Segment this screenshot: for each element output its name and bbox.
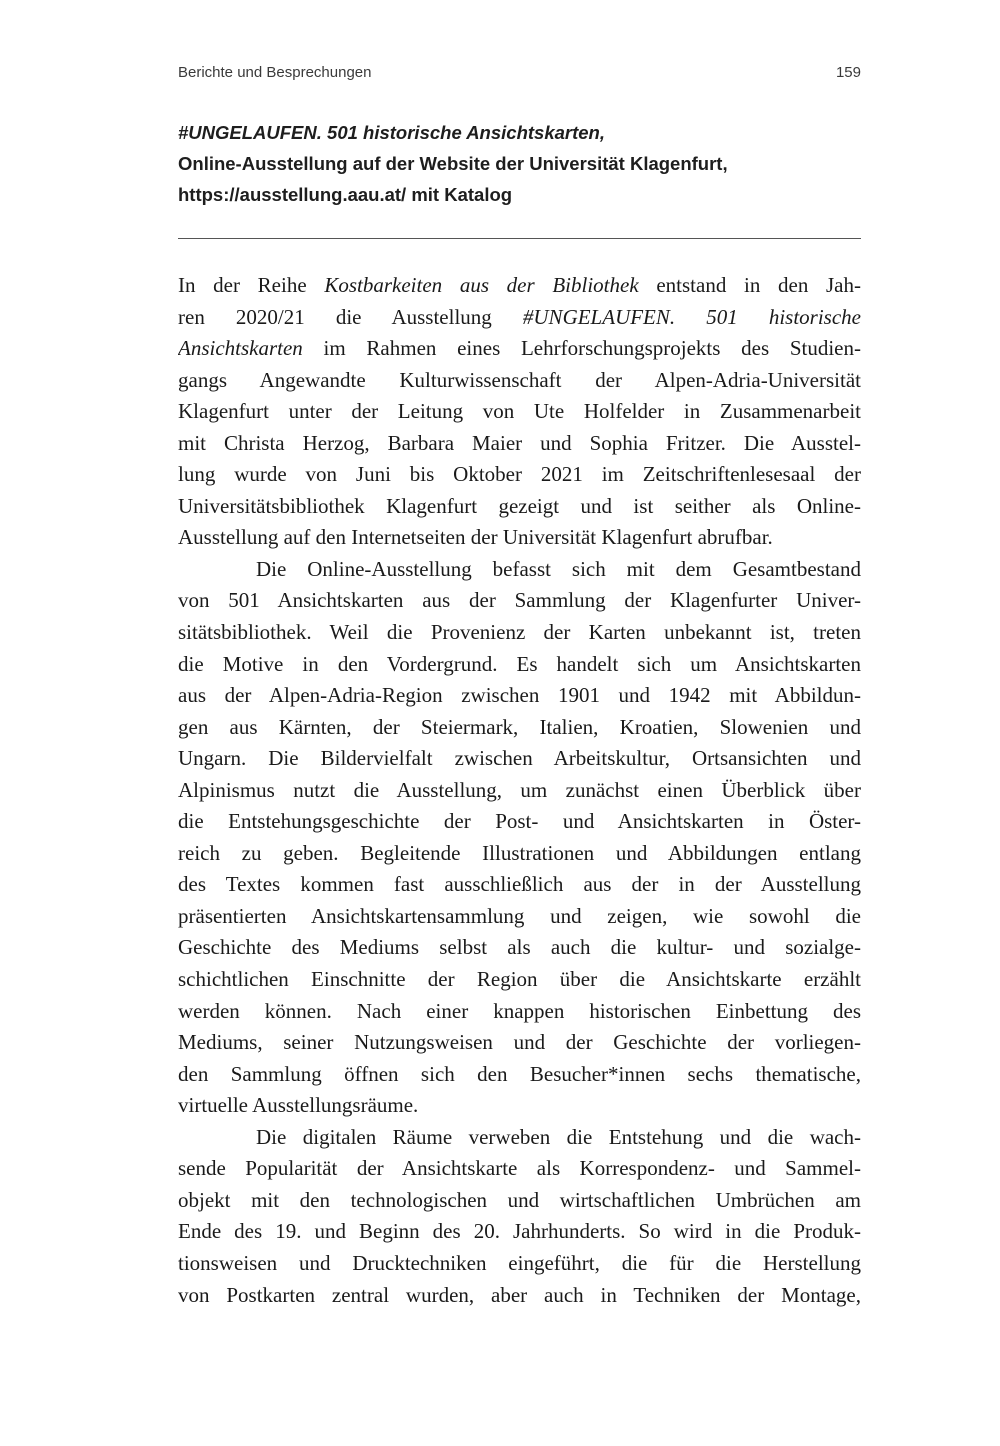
text-line <box>178 743 861 775</box>
text-line <box>178 1027 861 1059</box>
text-segment: ren 2020/21 die Ausstellung <box>178 304 523 329</box>
text-segment: mit Christa Herzog, Barbara Maier und Sophia Fritzer. Die Ausstel- <box>178 430 861 455</box>
text-line <box>178 806 861 838</box>
text-segment: Ende des 19. und Beginn des 20. Jahrhunderts. So wird in die Produk- <box>178 1219 861 1244</box>
text-line <box>178 1153 861 1185</box>
text-segment: werden können. Nach einer knappen historischen Einbettung des <box>178 998 861 1023</box>
text-line <box>178 270 861 302</box>
text-segment: von Postkarten zentral wurden, aber auch in Techniken der Montage, <box>178 1282 861 1307</box>
text-line <box>178 1248 861 1280</box>
text-segment: tionsweisen und Drucktechniken eingeführt, die für die Herstellung <box>178 1250 861 1275</box>
text-line <box>178 428 861 460</box>
text-segment: sitätsbibliothek. Weil die Provenienz der Karten unbekannt ist, treten <box>178 620 861 645</box>
text-segment: Die digitalen Räume verweben die Entstehung und die wach- <box>256 1124 861 1149</box>
text-segment: den Sammlung öffnen sich den Besucher*innen sechs thematische, <box>178 1061 861 1086</box>
text-line <box>178 869 861 901</box>
text-line <box>178 1280 861 1312</box>
text-segment: Mediums, seiner Nutzungsweisen und der Geschichte der vorliegen- <box>178 1030 861 1055</box>
text-segment: Alpinismus nutzt die Ausstellung, um zunächst einen Überblick über <box>178 777 861 802</box>
text-line <box>178 649 861 681</box>
text-segment: lung wurde von Juni bis Oktober 2021 im Zeitschriftenlesesaal der <box>178 462 861 487</box>
text-segment: Geschichte des Mediums selbst als auch die kultur- und sozialge- <box>178 935 861 960</box>
text-segment: schichtlichen Einschnitte der Region über die Ansichtskarte erzählt <box>178 967 861 992</box>
text-segment: reich zu geben. Begleitende Illustrationen und Abbildungen entlang <box>178 840 861 865</box>
text-segment: gangs Angewandte Kulturwissenschaft der Alpen-Adria-Universität <box>178 367 861 392</box>
text-segment: im Rahmen eines Lehrforschungsprojekts des Studien- <box>302 336 861 361</box>
page-number: 159 <box>835 64 861 81</box>
text-line <box>178 1185 861 1217</box>
body-text <box>178 270 861 1311</box>
text-segment: Ungarn. Die Bildervielfalt zwischen Arbeitskultur, Ortsansichten und <box>178 746 861 771</box>
text-segment: sende Popularität der Ansichtskarte als Korrespondenz- und Sammel- <box>178 1156 861 1181</box>
review-title <box>178 117 878 210</box>
text-line <box>178 333 861 365</box>
text-line <box>178 932 861 964</box>
text-segment: gen aus Kärnten, der Steiermark, Italien, Kroatien, Slowenien und <box>178 714 861 739</box>
text-line <box>178 491 861 523</box>
text-line <box>178 365 861 397</box>
text-segment: die Entstehungsgeschichte der Post- und Ansichtskarten in Öster- <box>178 809 861 834</box>
text-line <box>178 1122 861 1154</box>
text-line <box>178 996 861 1028</box>
text-segment: die Motive in den Vordergrund. Es handelt sich um Ansichtskarten <box>178 651 861 676</box>
text-segment: des Textes kommen fast ausschließlich aus der in der Ausstellung <box>178 872 861 897</box>
italic-text: Ansichtskarten <box>178 336 303 361</box>
text-line <box>178 680 861 712</box>
text-segment: entstand in den Jah- <box>638 273 861 297</box>
text-line <box>178 901 861 933</box>
text-segment: Klagenfurt unter der Leitung von Ute Holfelder in Zusammenarbeit <box>178 399 861 424</box>
text-line <box>178 1059 861 1091</box>
text-line <box>178 302 861 334</box>
italic-text: #UNGELAUFEN. 501 historische <box>522 304 861 329</box>
text-segment: In der Reihe <box>178 273 325 297</box>
title-line-2: Online-Ausstellung auf der Website der Universität Klagenfurt, <box>178 153 728 174</box>
text-line <box>178 617 861 649</box>
text-segment: Die Online-Ausstellung befasst sich mit dem Gesamtbestand <box>256 556 861 581</box>
title-line-1: #UNGELAUFEN. 501 historische Ansichtskarten, <box>178 122 605 143</box>
text-segment: Ausstellung auf den Internetseiten der Universität Klagenfurt abrufbar. <box>178 525 773 550</box>
text-line <box>178 554 861 586</box>
text-segment: virtuelle Ausstellungsräume. <box>178 1093 419 1118</box>
title-line-3: https://ausstellung.aau.at/ mit Katalog <box>178 184 513 205</box>
text-segment: aus der Alpen-Adria-Region zwischen 1901 und 1942 mit Abbildun- <box>178 683 861 708</box>
text-line <box>178 585 861 617</box>
divider <box>178 238 861 239</box>
text-line <box>178 522 861 554</box>
text-line <box>178 1090 861 1122</box>
italic-text: Kostbarkeiten aus der Bibliothek <box>324 273 639 297</box>
text-segment: von 501 Ansichtskarten aus der Sammlung der Klagenfurter Univer- <box>178 588 861 613</box>
text-line <box>178 838 861 870</box>
text-segment: Universitätsbibliothek Klagenfurt gezeigt und ist seither als Online- <box>178 493 861 518</box>
text-line <box>178 964 861 996</box>
section-title: Berichte und Besprechungen <box>178 64 372 81</box>
text-line <box>178 396 861 428</box>
text-line <box>178 1216 861 1248</box>
running-header <box>178 64 861 81</box>
text-segment: objekt mit den technologischen und wirtschaftlichen Umbrüchen am <box>178 1187 861 1212</box>
text-line <box>178 459 861 491</box>
text-line <box>178 775 861 807</box>
text-segment: präsentierten Ansichtskartensammlung und zeigen, wie sowohl die <box>178 903 861 928</box>
text-line <box>178 712 861 744</box>
